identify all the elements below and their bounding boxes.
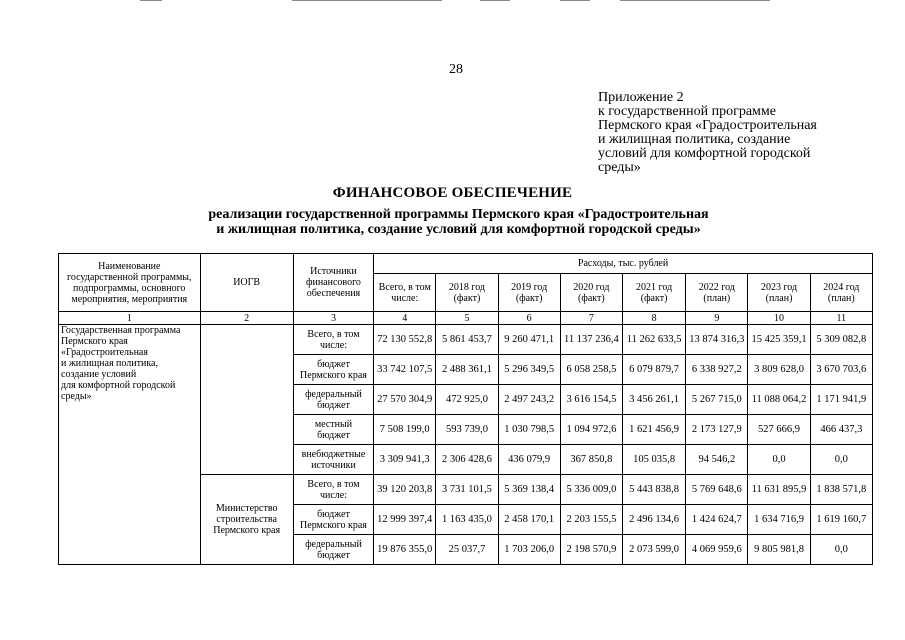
- value-cell: 2 203 155,5: [560, 505, 622, 535]
- document-subtitle: [0, 207, 905, 237]
- value-cell: 6 079 879,7: [622, 355, 685, 385]
- value-cell: 19 876 355,0: [374, 535, 436, 565]
- source-cell: бюджет Пермского края: [293, 505, 373, 535]
- value-cell: 9 805 981,8: [748, 535, 810, 565]
- value-cell: 3 809 628,0: [748, 355, 810, 385]
- subtitle-line-2: и жилищная политика, создание условий для комфортной городской среды»: [216, 222, 701, 237]
- value-cell: 1 030 798,5: [498, 415, 560, 445]
- subtitle-line-1: реализации государственной программы Пермского края «Градостроительная: [208, 207, 709, 222]
- scan-edge-mark: [292, 0, 442, 1]
- value-cell: 1 424 624,7: [686, 505, 748, 535]
- header-total: Всего, в том числе:: [374, 274, 436, 312]
- value-cell: 5 369 138,4: [498, 475, 560, 505]
- header-year-2023: 2023 год (план): [748, 274, 810, 312]
- source-cell: Всего, в том числе:: [293, 325, 373, 355]
- column-number: 7: [560, 312, 622, 325]
- value-cell: 2 488 361,1: [436, 355, 498, 385]
- value-cell: 7 508 199,0: [374, 415, 436, 445]
- financing-table: [58, 253, 873, 565]
- document-title: ФИНАНСОВОЕ ОБЕСПЕЧЕНИЕ: [332, 185, 573, 201]
- appendix-line: среды»: [598, 160, 641, 175]
- value-cell: 5 336 009,0: [560, 475, 622, 505]
- source-cell: бюджет Пермского края: [293, 355, 373, 385]
- value-cell: 0,0: [810, 445, 872, 475]
- column-number: 8: [622, 312, 685, 325]
- value-cell: 2 497 243,2: [498, 385, 560, 415]
- value-cell: 3 309 941,3: [374, 445, 436, 475]
- header-year-2020: 2020 год (факт): [560, 274, 622, 312]
- appendix-note: [598, 91, 858, 175]
- value-cell: 2 173 127,9: [686, 415, 748, 445]
- value-cell: 472 925,0: [436, 385, 498, 415]
- scan-edge-mark: [560, 0, 590, 1]
- source-cell: федеральный бюджет: [293, 535, 373, 565]
- value-cell: 1 838 571,8: [810, 475, 872, 505]
- value-cell: 15 425 359,1: [748, 325, 810, 355]
- program-name: Государственная программа Пермского края «Градостроительная и жилищная политика, создание условий для комфортной городской среды»: [59, 325, 201, 565]
- value-cell: 5 296 349,5: [498, 355, 560, 385]
- value-cell: 0,0: [748, 445, 810, 475]
- value-cell: 2 458 170,1: [498, 505, 560, 535]
- header-year-2022: 2022 год (план): [686, 274, 748, 312]
- column-number: 6: [498, 312, 560, 325]
- header-name: Наименование государственной программы, подпрограммы, основного мероприятия, мероприятия: [59, 254, 201, 312]
- value-cell: 105 035,8: [622, 445, 685, 475]
- value-cell: 527 666,9: [748, 415, 810, 445]
- header-iogv: ИОГВ: [200, 254, 293, 312]
- column-number: 2: [200, 312, 293, 325]
- value-cell: 3 456 261,1: [622, 385, 685, 415]
- column-number: 1: [59, 312, 201, 325]
- value-cell: 5 769 648,6: [686, 475, 748, 505]
- value-cell: 39 120 203,8: [374, 475, 436, 505]
- value-cell: 9 260 471,1: [498, 325, 560, 355]
- scan-edge-mark: [620, 0, 770, 1]
- header-year-2019: 2019 год (факт): [498, 274, 560, 312]
- value-cell: 1 619 160,7: [810, 505, 872, 535]
- column-number: 11: [810, 312, 872, 325]
- value-cell: 5 309 082,8: [810, 325, 872, 355]
- value-cell: 1 163 435,0: [436, 505, 498, 535]
- value-cell: 1 171 941,9: [810, 385, 872, 415]
- value-cell: 436 079,9: [498, 445, 560, 475]
- value-cell: 2 198 570,9: [560, 535, 622, 565]
- value-cell: 3 616 154,5: [560, 385, 622, 415]
- scan-edge-mark: [480, 0, 510, 1]
- ministry-name: Министерство строительства Пермского края: [200, 475, 293, 565]
- value-cell: 11 631 895,9: [748, 475, 810, 505]
- appendix-line: Пермского края «Градостроительная: [598, 118, 817, 133]
- value-cell: 6 338 927,2: [686, 355, 748, 385]
- value-cell: 94 546,2: [686, 445, 748, 475]
- header-year-2021: 2021 год (факт): [622, 274, 685, 312]
- value-cell: 466 437,3: [810, 415, 872, 445]
- column-number: 4: [374, 312, 436, 325]
- source-cell: внебюджетные источники: [293, 445, 373, 475]
- value-cell: 2 496 134,6: [622, 505, 685, 535]
- value-cell: 13 874 316,3: [686, 325, 748, 355]
- value-cell: 27 570 304,9: [374, 385, 436, 415]
- table-row: [59, 325, 873, 355]
- appendix-line: Приложение 2: [598, 90, 684, 105]
- value-cell: 11 262 633,5: [622, 325, 685, 355]
- header-expenses: Расходы, тыс. рублей: [374, 254, 873, 274]
- value-cell: 367 850,8: [560, 445, 622, 475]
- column-number-row: [59, 312, 873, 325]
- value-cell: 5 861 453,7: [436, 325, 498, 355]
- value-cell: 11 088 064,2: [748, 385, 810, 415]
- appendix-line: и жилищная политика, создание: [598, 132, 791, 147]
- value-cell: 33 742 107,5: [374, 355, 436, 385]
- value-cell: 3 731 101,5: [436, 475, 498, 505]
- value-cell: 12 999 397,4: [374, 505, 436, 535]
- column-number: 9: [686, 312, 748, 325]
- source-cell: федеральный бюджет: [293, 385, 373, 415]
- column-number: 10: [748, 312, 810, 325]
- scan-edge-mark: [140, 0, 162, 1]
- appendix-line: условий для комфортной городской: [598, 146, 811, 161]
- value-cell: 5 267 715,0: [686, 385, 748, 415]
- value-cell: 1 621 456,9: [622, 415, 685, 445]
- value-cell: 1 703 206,0: [498, 535, 560, 565]
- value-cell: 25 037,7: [436, 535, 498, 565]
- value-cell: 0,0: [810, 535, 872, 565]
- value-cell: 2 306 428,6: [436, 445, 498, 475]
- value-cell: 5 443 838,8: [622, 475, 685, 505]
- header-year-2018: 2018 год (факт): [436, 274, 498, 312]
- page-number: 28: [449, 62, 463, 77]
- value-cell: 72 130 552,8: [374, 325, 436, 355]
- value-cell: 1 634 716,9: [748, 505, 810, 535]
- value-cell: 593 739,0: [436, 415, 498, 445]
- iogv-empty: [200, 325, 293, 475]
- value-cell: 2 073 599,0: [622, 535, 685, 565]
- header-year-2024: 2024 год (план): [810, 274, 872, 312]
- value-cell: 6 058 258,5: [560, 355, 622, 385]
- value-cell: 11 137 236,4: [560, 325, 622, 355]
- value-cell: 1 094 972,6: [560, 415, 622, 445]
- source-cell: Всего, в том числе:: [293, 475, 373, 505]
- header-source: Источники финансового обеспечения: [293, 254, 373, 312]
- column-number: 3: [293, 312, 373, 325]
- source-cell: местный бюджет: [293, 415, 373, 445]
- value-cell: 4 069 959,6: [686, 535, 748, 565]
- value-cell: 3 670 703,6: [810, 355, 872, 385]
- column-number: 5: [436, 312, 498, 325]
- appendix-line: к государственной программе: [598, 104, 776, 119]
